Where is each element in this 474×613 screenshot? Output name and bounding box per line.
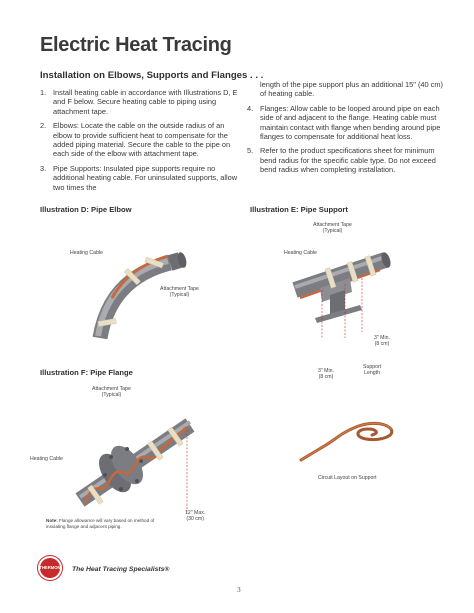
section-heading: Installation on Elbows, Supports and Flanges . . . [40, 70, 264, 81]
max-distance-label: 12" Max. (30 cm) [185, 510, 206, 523]
continued-text: length of the pipe support plus an additional 15" (40 cm) of heating cable. [260, 80, 443, 99]
instructions-column-left [40, 88, 240, 197]
pipe-flange-illustration [75, 405, 200, 515]
list-item: 1. Install heating cable in accordance with Illustrations D, E and F below. Secure heating cable to piping using attachment tape. [40, 88, 238, 116]
pipe-support-illustration [290, 240, 400, 340]
company-tagline: The Heat Tracing Specialists® [72, 566, 170, 573]
circuit-layout-caption: Circuit Layout on Support [318, 475, 377, 481]
list-item: 5. Refer to the product specifications sheet for minimum bend radius for the specific cable type. Do not exceed bend radius when completing installation. [247, 146, 436, 175]
page-title: Electric Heat Tracing [40, 34, 232, 56]
list-item: 4. Flanges: Allow cable to be looped around pipe on each side of and adjacent to the flange. Heating cable must maintain contact with flange when bending around pipe flanges to compensate for additional heat loss. [247, 103, 441, 142]
min-distance-left-label: 3" Min. (8 cm) [318, 368, 334, 381]
illustration-e-title: Illustration E: Pipe Support [250, 205, 348, 214]
flange-note: Note: Flange allowance will vary based on method of insulating flange and adjacent piping. [46, 518, 155, 529]
list-item: 3. Pipe Supports: Insulated pipe supports require no additional heating cable. For uninsulated supports, allow two times the [40, 163, 238, 192]
instructions-column-right [247, 80, 447, 180]
list-item: 2. Elbows: Locate the cable on the outside radius of an elbow to provide sufficient heat to compensate for the added piping material. Secure the cable to the pipe on each side of the elbow with attachment tape. [40, 121, 231, 159]
attachment-tape-label: Attachment Tape (Typical) [160, 286, 199, 299]
page-number: 3 [237, 585, 241, 594]
heating-cable-label: Heating Cable [284, 250, 317, 256]
circuit-layout-illustration [296, 415, 401, 465]
heating-cable-label: Heating Cable [30, 456, 63, 462]
attachment-tape-label: Attachment Tape (Typical) [313, 222, 352, 235]
support-length-label: Support Length [363, 364, 382, 377]
illustration-f-title: Illustration F: Pipe Flange [40, 368, 133, 377]
attachment-tape-label: Attachment Tape (Typical) [92, 386, 131, 399]
thermon-logo: THERMON [38, 556, 62, 580]
min-distance-right-label: 3" Min. (8 cm) [374, 335, 390, 348]
illustration-d-title: Illustration D: Pipe Elbow [40, 205, 132, 214]
heating-cable-label: Heating Cable [70, 250, 103, 256]
